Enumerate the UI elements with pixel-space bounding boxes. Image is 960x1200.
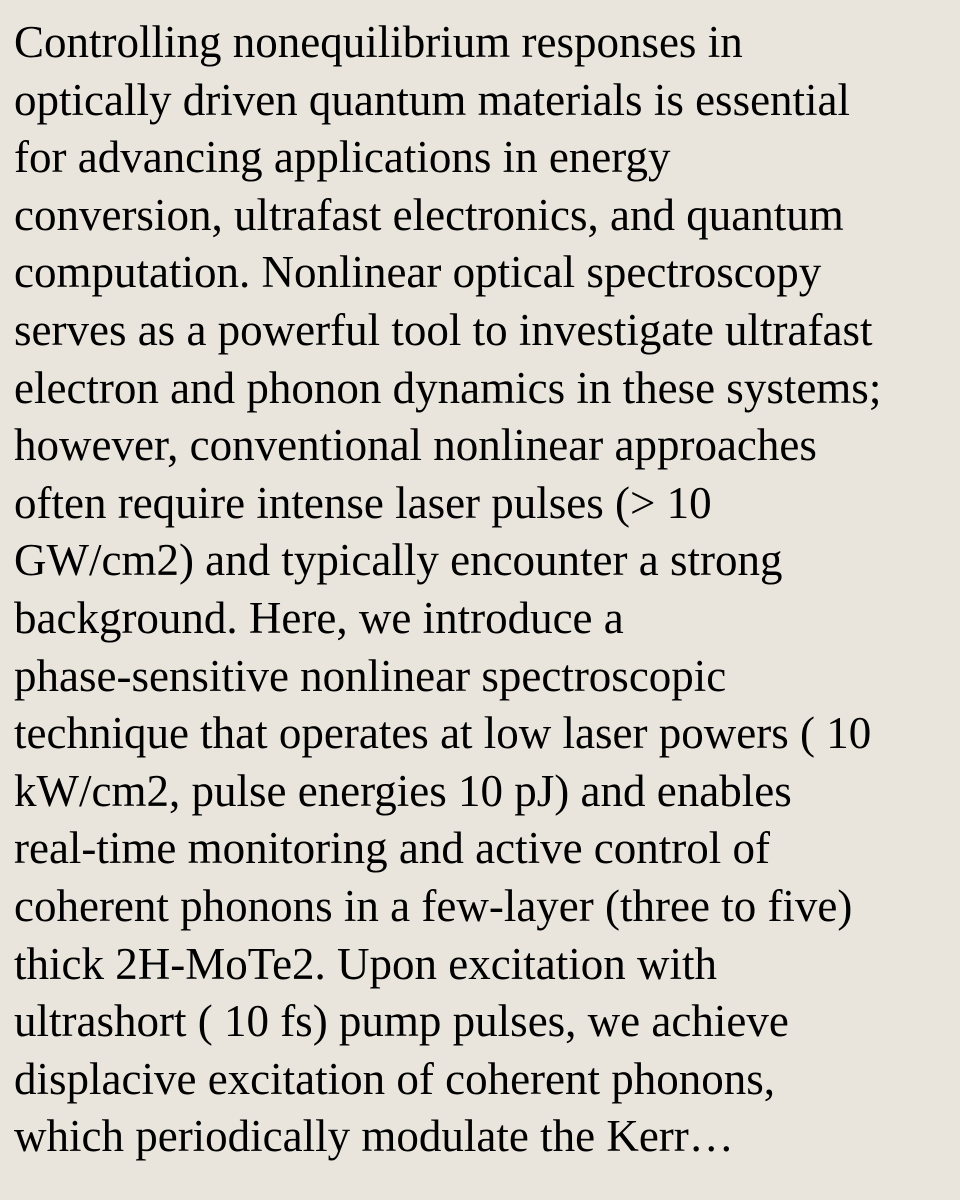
text-line: background. Here, we introduce a (14, 592, 624, 643)
text-line: which periodically modulate the Kerr… (14, 1111, 734, 1162)
text-line: for advancing applications in energy (14, 132, 671, 183)
text-line: optically driven quantum materials is essential (14, 74, 851, 125)
text-line: computation. Nonlinear optical spectroscopy (14, 247, 822, 298)
text-line: serves as a powerful tool to investigate ultrafast (14, 304, 873, 355)
text-line: electron and phonon dynamics in these systems; (14, 362, 882, 413)
text-line: GW/cm2) and typically encounter a strong (14, 535, 783, 586)
text-line: real-time monitoring and active control of (14, 823, 770, 874)
text-line: coherent phonons in a few-layer (three to five) (14, 880, 853, 931)
text-line: Controlling nonequilibrium responses in (14, 17, 743, 67)
text-line: thick 2H-MoTe2. Upon excitation with (14, 938, 717, 989)
text-line: kW/cm2, pulse energies 10 pJ) and enables (14, 765, 792, 816)
text-line: displacive excitation of coherent phonons, (14, 1053, 776, 1104)
text-line: technique that operates at low laser powers ( 10 (14, 708, 872, 759)
text-line: phase-sensitive nonlinear spectroscopic (14, 650, 727, 701)
text-line: however, conventional nonlinear approaches (14, 420, 817, 471)
text-line: often require intense laser pulses (> 10 (14, 477, 712, 528)
text-line: ultrashort ( 10 fs) pump pulses, we achieve (14, 996, 789, 1047)
abstract-text (14, 14, 954, 1166)
text-line: conversion, ultrafast electronics, and quantum (14, 189, 844, 240)
